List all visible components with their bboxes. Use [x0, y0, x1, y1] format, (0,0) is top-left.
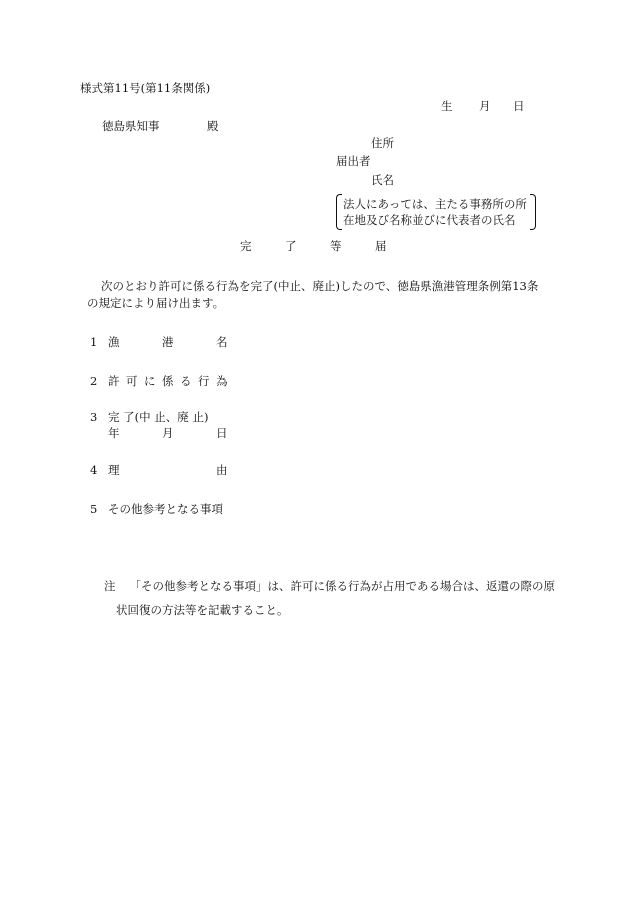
item-number: 5 [90, 502, 98, 516]
item-char: 許 [108, 374, 120, 388]
corporation-note-line2: 在地及び名称並びに代表者の氏名 [343, 213, 516, 227]
item-char: 年 [108, 426, 120, 440]
title-char: 等 [330, 239, 342, 253]
item-char: 日 [216, 426, 228, 440]
submitter-label: 届出者 [336, 154, 371, 168]
item-number: 3 [90, 410, 98, 424]
corporation-note-line1: 法人にあっては、主たる事務所の所 [343, 197, 527, 211]
addressee: 徳島県知事 [102, 119, 160, 133]
item-char: 漁 [108, 335, 120, 349]
item-label: その他参考となる事項 [108, 502, 223, 516]
body-text-line1: 次のとおり許可に係る行為を完了(中止、廃止)したので、徳島県漁港管理条例第13条 [101, 279, 539, 293]
item-char: 係 [162, 374, 174, 388]
left-bracket [336, 194, 342, 230]
note-line1 [104, 581, 555, 593]
address-label: 住所 [371, 136, 394, 150]
date-year-label: 生 [441, 99, 453, 113]
item-number: 4 [90, 463, 98, 477]
title-char: 了 [285, 239, 297, 253]
item-char: 由 [216, 463, 228, 477]
item-char: 為 [216, 374, 228, 388]
right-bracket [530, 194, 536, 230]
corporation-note [336, 194, 536, 230]
item-char: 名 [216, 335, 228, 349]
title-char: 完 [240, 239, 252, 253]
addressee-honorific: 殿 [207, 119, 219, 133]
item-label: 完 了(中 止、廃 止) [108, 410, 209, 424]
note-text-line2: 状回復の方法等を記載すること。 [116, 603, 289, 617]
item-char: 港 [162, 335, 174, 349]
title-char: 届 [375, 239, 387, 253]
note-text-line1: 「その他参考となる事項」は、許可に係る行為が占用である場合は、返還の際の原 [129, 579, 555, 593]
item-char: 行 [198, 374, 210, 388]
item-char: に [144, 374, 156, 388]
date-day-label: 日 [513, 99, 525, 113]
note-prefix: 注 [104, 579, 116, 593]
item-char: る [180, 374, 192, 388]
body-text-line2: の規定により届け出ます。 [87, 296, 225, 310]
item-number: 2 [90, 374, 98, 388]
item-char: 可 [126, 374, 138, 388]
form-number: 様式第11号(第11条関係) [80, 81, 211, 95]
date-month-label: 月 [479, 99, 491, 113]
item-char: 月 [162, 426, 174, 440]
name-label: 氏名 [371, 173, 394, 187]
item-char: 理 [108, 463, 120, 477]
item-number: 1 [90, 335, 98, 349]
